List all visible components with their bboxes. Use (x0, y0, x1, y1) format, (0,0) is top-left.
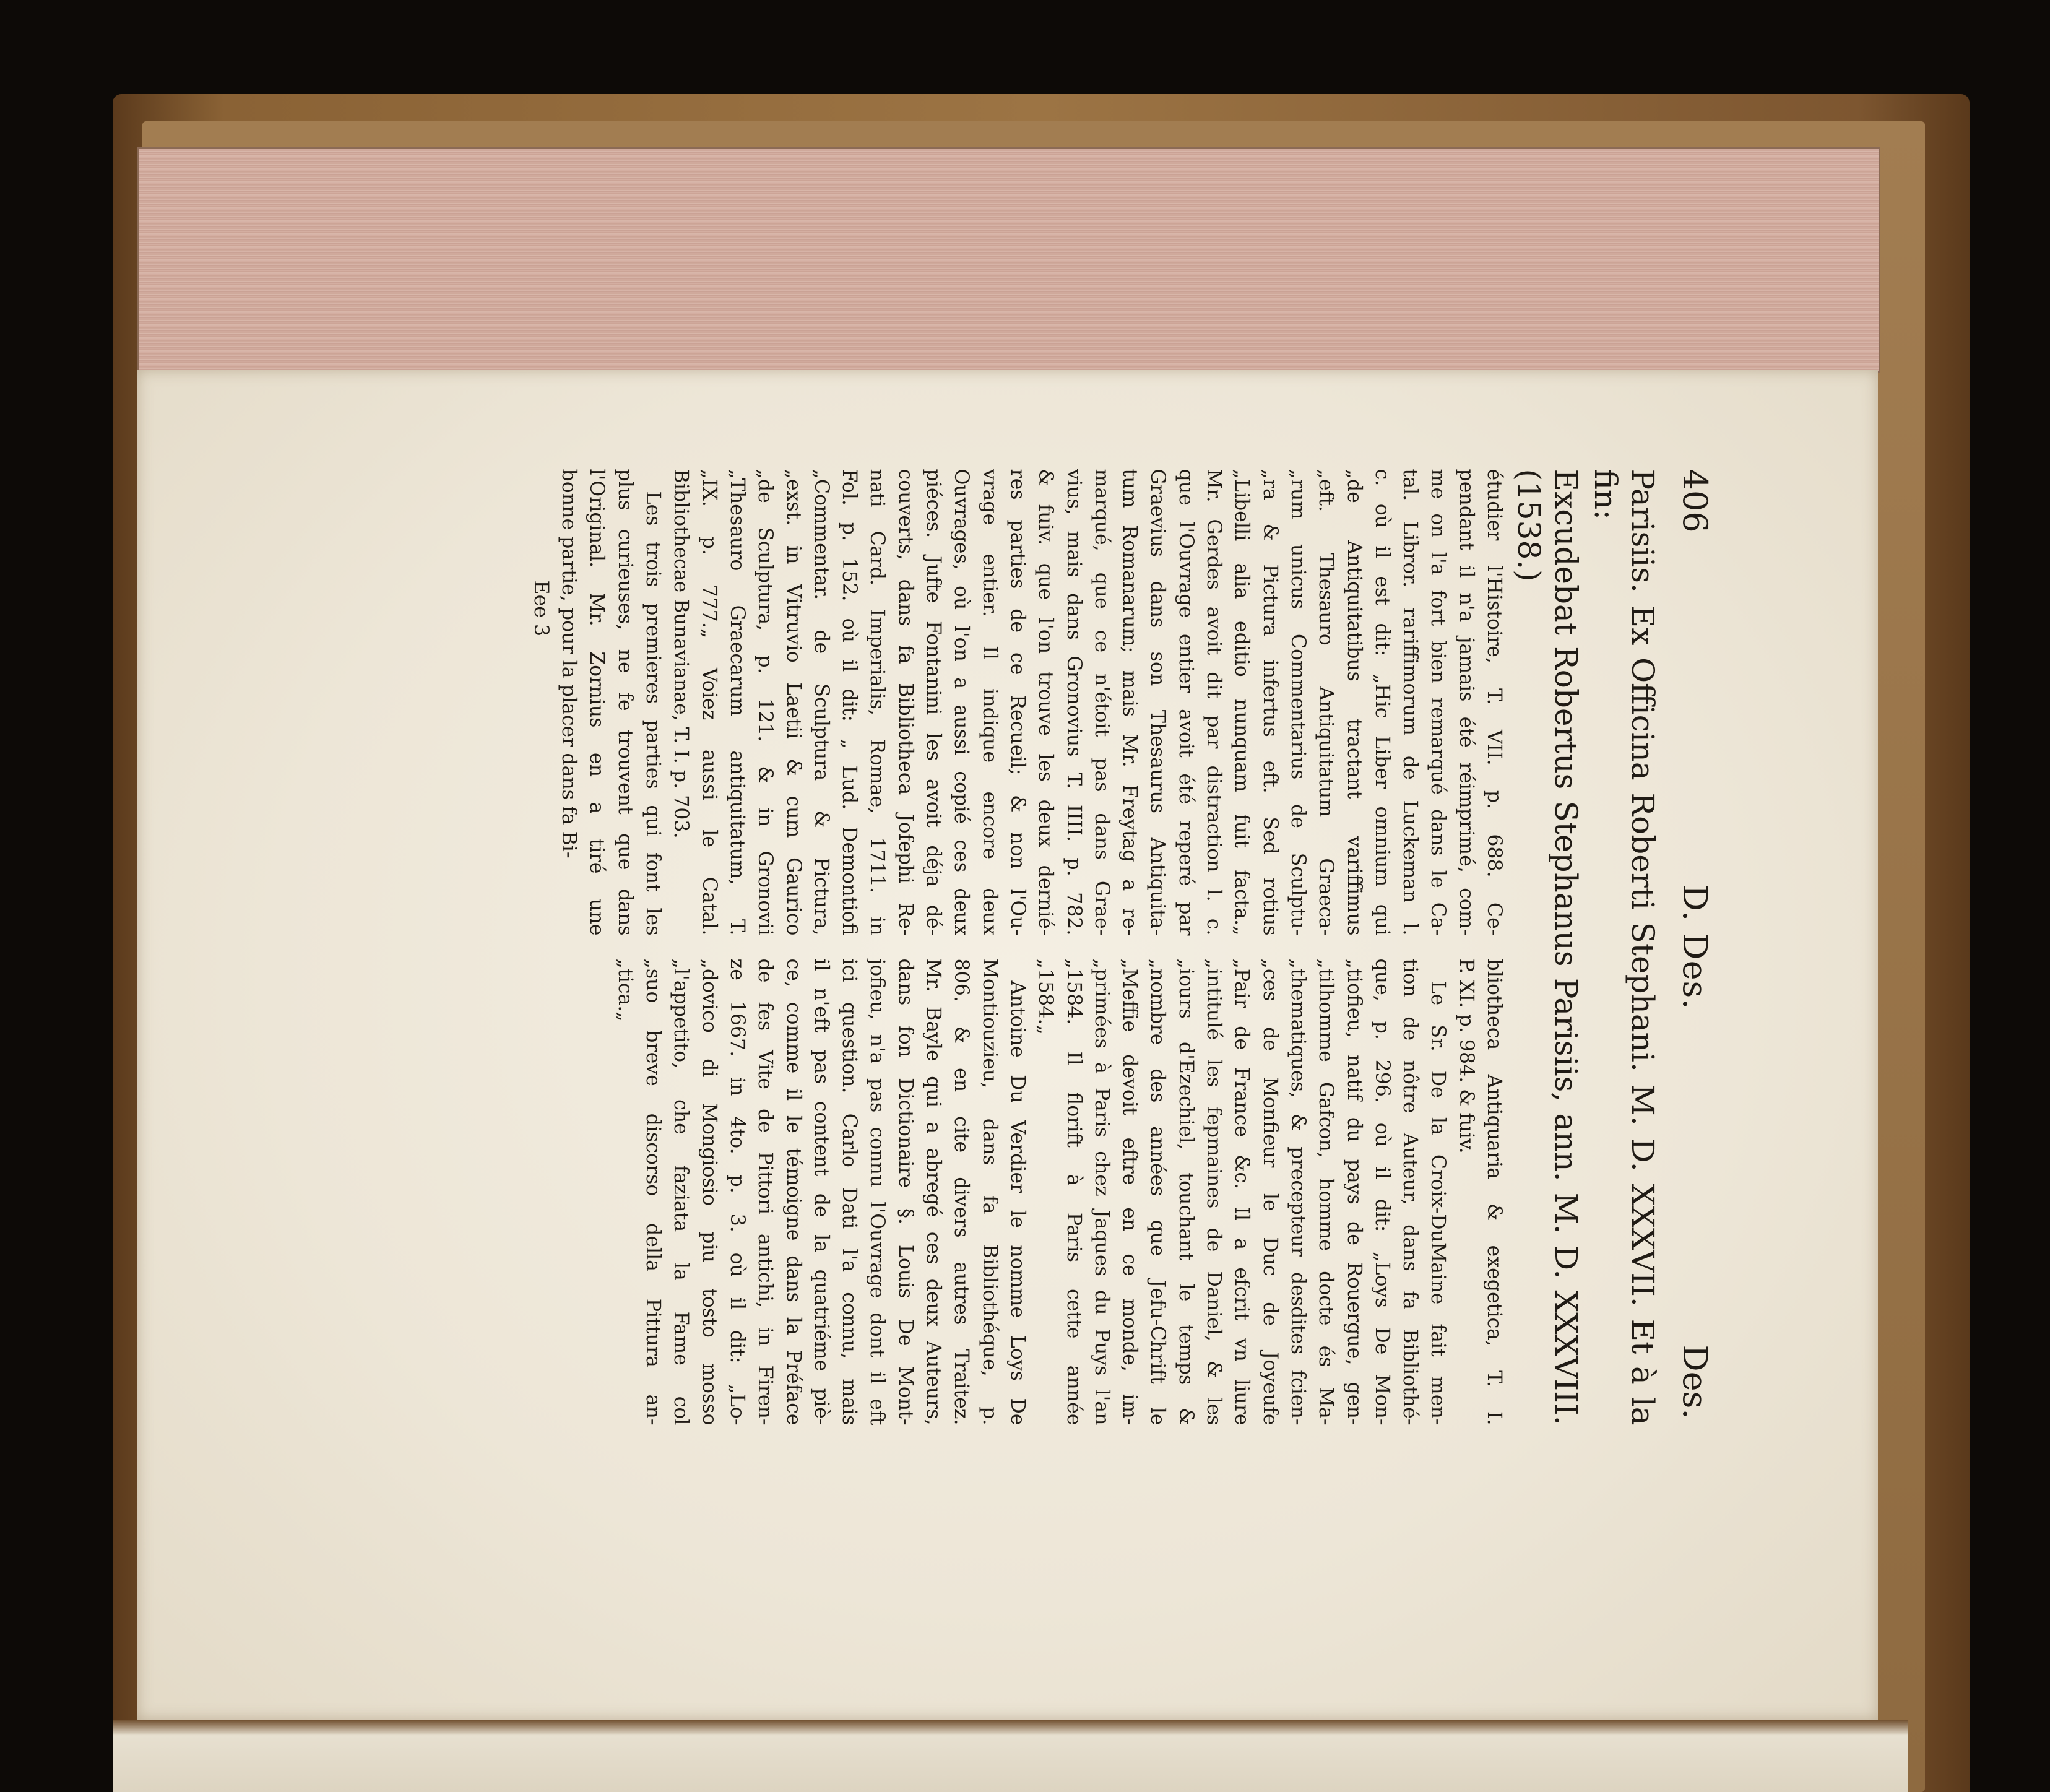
text-line: „tica.„ (613, 958, 636, 1022)
text-line: „ra & Pictura infertus eft. Sed rotius (1258, 469, 1281, 936)
text-line: „suo breve discorso della Pittura an- (642, 958, 665, 1426)
text-line: „l'appetito, che faziata la Fame col (670, 958, 693, 1426)
text-line: P. XI. p. 984. & fuiv. (1455, 958, 1477, 1154)
text-line: „primées à Paris chez Jaques du Puys l'an (1090, 958, 1113, 1426)
text-line: „thematiques, & precepteur desdites fcien- (1286, 958, 1309, 1426)
left-column (527, 469, 1508, 936)
text-line: „IX. p. 777.„ Voiez aussi le Catal. (698, 469, 720, 936)
text-line: que, p. 296. où il dit: „Loys De Mon- (1370, 958, 1393, 1426)
text-line: 806. & en cite divers autres Traitez. (950, 958, 973, 1426)
text-line: marqué, que ce n'étoit pas dans Grae- (1090, 469, 1113, 936)
text-line: „nombre des années que Jefu-Chrift le (1146, 958, 1169, 1426)
text-line: „dovico di Mongiosio piu tosto mosso (698, 958, 720, 1426)
text-line: plus curieuses, ne fe trouvent que dans (613, 469, 636, 936)
text-line: tum Romanarum; mais Mr. Freytag a re- (1118, 469, 1141, 936)
text-line: Bibliothecae Bunavianae, T. I. p. 703. (670, 469, 693, 839)
text-line: „ces de Monfieur le Duc de Joyeufe (1258, 958, 1281, 1426)
text-line: couverts, dans fa Bibliotheca Jofephi Re- (894, 469, 917, 936)
lead-line: Parisiis. Ex Officina Roberti Stephani. M. D. XXXVII. Et à la fin: (1588, 469, 1661, 1426)
text-line: piéces. Jufte Fontanini les avoit déja dé- (922, 469, 945, 936)
text-line: „tilhomme Gafcon, homme docte és Ma- (1315, 958, 1338, 1426)
text-line: Mr. Gerdes avoit dit par distraction l. c. (1203, 469, 1226, 936)
text-line: „tiofieu, natif du pays de Rouergue, gen- (1343, 958, 1365, 1426)
text-line: il n'eft pas content de la quatriéme piè- (810, 958, 833, 1426)
text-line: nati Card. Imperialis, Romae, 1711. in (866, 469, 889, 936)
text-line: l'Original. Mr. Zornius en a tiré une (586, 469, 608, 936)
page-edges (137, 147, 1880, 373)
text-line: c. où il est dit: „Hic Liber omnium qui (1370, 469, 1393, 936)
text-line: Montiouzieu, dans fa Bibliothéque, p. (978, 958, 1001, 1426)
right-column (527, 959, 1508, 1426)
text-line: „eft. Thesauro Antiquitatum Graeca- (1315, 469, 1338, 936)
text-line: „Commentar. de Sculptura & Pictura, (810, 469, 833, 936)
text-line: ce, comme il le témoigne dans la Préface (782, 958, 805, 1426)
text-line: étudier l'Histoire, T. VII. p. 688. Ce- (1483, 469, 1505, 936)
running-head-right: Des. (1676, 1344, 1715, 1419)
text-line: Fol. p. 152. où il dit: „ Lud. Demontiofi (838, 469, 861, 936)
text-line: jofieu, n'a pas connu l'Ouvrage dont il eft (866, 958, 889, 1426)
text-line: Les trois premieres parties qui font les (642, 491, 665, 936)
text-line: dans fon Dictionaire §. Louis De Mont- (894, 958, 917, 1426)
text-line: de fes Vite de Pittori antichi, in Firen- (754, 958, 777, 1426)
running-head (1676, 469, 1715, 1426)
text-line: Mr. Bayle qui a abregé ces deux Auteurs, (922, 958, 945, 1426)
text-line: ici question. Carlo Dati l'a connu, mais (838, 958, 861, 1426)
text-line: „intitulé les fepmaines de Daniel, & les (1203, 958, 1226, 1426)
text-line: Ouvrages, où l'on a aussi copié ces deux (950, 469, 973, 936)
facing-page-edge (113, 1720, 1908, 1792)
text-line: & fuiv. que l'on trouve les deux dernié- (1034, 469, 1057, 936)
text-line: „de Antiquitatibus tractant variffimus (1343, 469, 1365, 936)
text-line: „Pair de France &c. Il a efcrit vn liure (1230, 958, 1253, 1426)
printed-text-block (529, 469, 1715, 1426)
text-line: pendant il n'a jamais été réimprimé, com- (1455, 469, 1477, 936)
text-line: „1584.„ (1034, 958, 1057, 1035)
text-line: „Libelli alia editio nunquam fuit facta.„ (1230, 469, 1253, 936)
text-columns (527, 469, 1508, 1426)
text-line: „Meffie devoit eftre en ce monde, im- (1118, 958, 1141, 1426)
text-line: tal. Libror. rariffimorum de Luckeman l. (1399, 469, 1422, 936)
lead-lines (1510, 469, 1661, 1426)
text-line: Graevius dans son Thesaurus Antiquita- (1146, 469, 1169, 936)
text-line: bonne partie, pour la placer dans fa Bi- (558, 469, 581, 859)
text-line: „de Sculptura, p. 121. & in Gronovii (754, 469, 777, 936)
page-number: 406 (1676, 469, 1715, 533)
text-line: Antoine Du Verdier le nomme Loys De (1006, 980, 1029, 1426)
text-line: me on l'a fort bien remarqué dans le Ca- (1427, 469, 1450, 936)
text-line: ze 1667. in 4to. p. 3. où il dit: „Lo- (725, 958, 748, 1426)
lead-line: Excudebat Robertus Stephanus Parisiis, ann. M. D. XXXVIII. (1538.) (1511, 469, 1584, 1426)
text-line: tion de nôtre Auteur, dans fa Bibliothé- (1399, 958, 1422, 1426)
text-line: que l'Ouvrage entier avoit été reperé par (1174, 469, 1197, 936)
text-line: „exst. in Vitruvio Laetii & cum Gaurico (782, 469, 805, 936)
text-line: „rum unicus Commentarius de Sculptu- (1286, 469, 1309, 936)
text-line: „1584. Il florift à Paris cette année (1062, 958, 1085, 1426)
text-line: bliotheca Antiquaria & exegetica, T. I. (1483, 958, 1505, 1426)
running-head-title: D. Des. (1676, 884, 1715, 1010)
text-line: „iours d'Ezechiel, touchant le temps & (1174, 958, 1197, 1426)
text-line: res parties de ce Recueil; & non l'Ou- (1006, 469, 1029, 936)
text-line: vius, mais dans Gronovius T. IIII. p. 782. (1062, 469, 1085, 936)
signature-mark: Eee 3 (529, 580, 552, 637)
text-line: Le Sr. De la Croix-DuMaine fait men- (1427, 980, 1450, 1426)
text-line: vrage entier. Il indique encore deux (978, 469, 1001, 936)
text-line: „Thesauro Graecarum antiquitatum, T. (725, 469, 748, 936)
